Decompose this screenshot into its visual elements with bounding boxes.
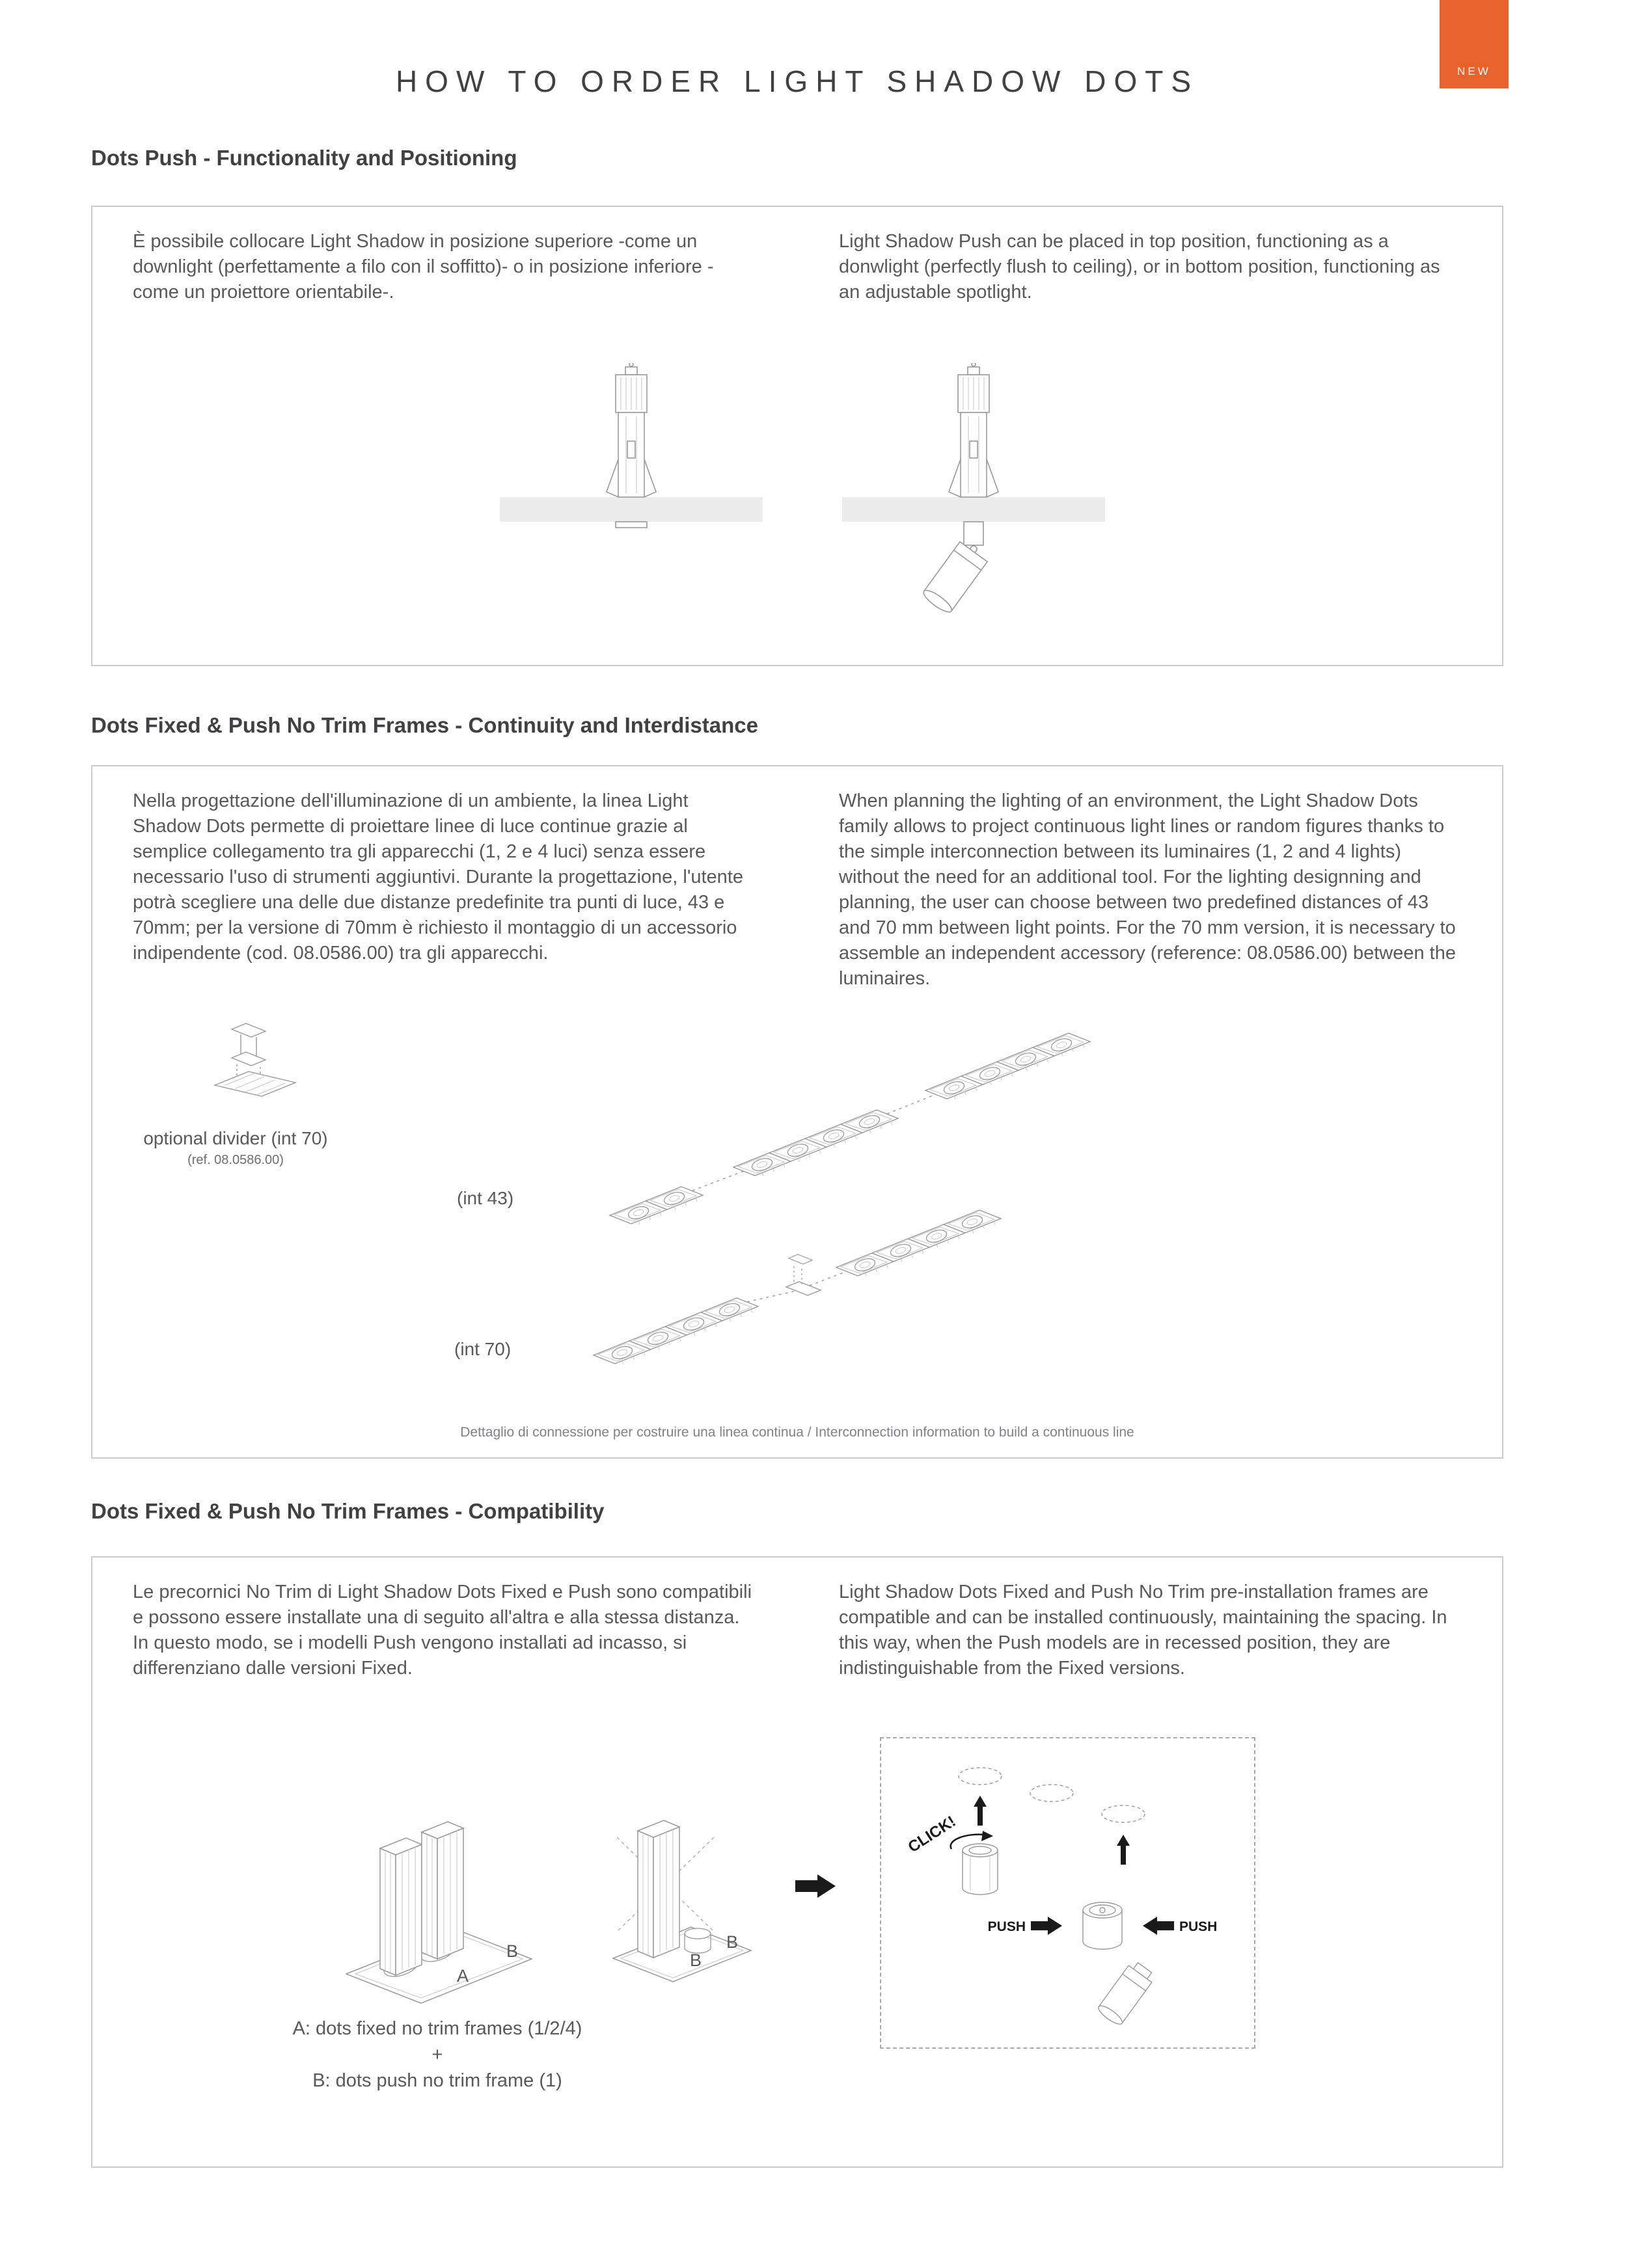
interconnection-caption: Dettaglio di connessione per costruire una linea continua / Interconnection information to build a continuous line	[460, 1425, 1134, 1440]
section2-heading: Dots Fixed & Push No Trim Frames - Continuity and Interdistance	[91, 713, 758, 737]
page-title: HOW TO ORDER LIGHT SHADOW DOTS	[395, 64, 1199, 98]
push-label-left: PUSH	[987, 1919, 1026, 1934]
push-label-right: PUSH	[1179, 1919, 1218, 1934]
insert-up-arrow-icon	[974, 1796, 987, 1826]
spotlight-drawing	[842, 363, 1105, 615]
downlight-drawing	[500, 363, 763, 528]
section1-text-english: Light Shadow Push can be placed in top position, functioning as a donwlight (perfectly flush to ceiling), or in bottom position, functioning as an adjustable spotlight.	[839, 231, 1440, 303]
ceiling-holes-drawing	[959, 1768, 1145, 1822]
section1-box	[91, 206, 1503, 666]
optional-divider-label: optional divider (int 70)	[143, 1128, 328, 1148]
section3-text-italian: Le precornici No Trim di Light Shadow Dots Fixed e Push sono compatibili e possono essere installate una di seguito all'altra e alla stessa distanza. In questo modo, se i modelli Push vengono installati ad incasso, si differenziano dalle versioni Fixed.	[133, 1582, 752, 1679]
int43-label: (int 43)	[457, 1188, 514, 1208]
label-a-frame: A	[457, 1966, 469, 1986]
push-arrow-left-icon	[1143, 1917, 1174, 1935]
section2-text-italian: Nella progettazione dell'illuminazione di un ambiente, la linea Light Shadow Dots permette di proiettare linee di luce continue grazie al semplice collegamento tra gli apparecchi (1, 2 e 4 luci) senza essere necessario l'uso di strumenti aggiuntivi. Durante la progettazione, l'utente potrà scegliere una delle due distanze predefinite tra punti di luce, 43 e 70mm; per la versione di 70mm è richiesto il montaggio di un accessorio indipendente (cod. 08.0586.00) tra gli apparecchi.	[133, 790, 743, 964]
optional-divider-ref: (ref. 08.0586.00)	[187, 1153, 284, 1167]
int70-label: (int 70)	[454, 1339, 512, 1359]
frame-b-drawing	[613, 1820, 751, 1982]
push-mechanism-drawing	[881, 1738, 1254, 2047]
push-arrow-right-icon	[1031, 1917, 1062, 1935]
int70-strips	[594, 1210, 1001, 1364]
click-cylinder-drawing	[963, 1844, 998, 1895]
push-mechanism-panel	[880, 1737, 1255, 2049]
compatibility-caption	[223, 2016, 652, 2094]
section2-box	[91, 765, 1503, 1459]
section1-heading: Dots Push - Functionality and Positioning	[91, 146, 517, 170]
frames-a-b-drawing	[346, 1822, 532, 2003]
section1-text-columns	[92, 207, 1502, 305]
label-b-frame: B	[506, 1941, 519, 1961]
page-content	[91, 0, 1503, 2268]
insert-up-arrow-icon-2	[1117, 1835, 1130, 1865]
int43-strips	[610, 1033, 1090, 1224]
section3-text-english: Light Shadow Dots Fixed and Push No Trim pre-installation frames are compatible and can be installed continuously, maintaining the spacing. In this way, when the Push models are in recessed position, they are indistinguishable from the Fixed versions.	[839, 1582, 1447, 1679]
push-positioning-drawing	[483, 363, 1134, 636]
rotate-arrowhead-icon	[981, 1831, 993, 1841]
new-badge-label: NEW	[1457, 65, 1491, 77]
tilted-spotlight-drawing	[1096, 1959, 1156, 2027]
section1-text-italian: È possibile collocare Light Shadow in posizione superiore -come un downlight (perfettamente a filo con il soffitto)- o in posizione inferiore -come un proiettore orientabile-.	[133, 231, 714, 303]
caption-a: A: dots fixed no trim frames (1/2/4)	[292, 2018, 582, 2039]
label-b-push-top: B	[726, 1932, 739, 1952]
label-b-push: B	[690, 1951, 702, 1970]
click-label: CLICK!	[905, 1813, 959, 1857]
interdistance-drawing	[92, 766, 1501, 1456]
caption-plus: +	[431, 2044, 443, 2065]
arrow-right-icon	[795, 1874, 836, 1898]
caption-b: B: dots push no trim frame (1)	[312, 2070, 562, 2091]
section2-text-english: When planning the lighting of an environment, the Light Shadow Dots family allows to project continuous light lines or random figures thanks to the simple interconnection between its luminaires (1, 2 and 4 lights) without the need for an additional tool. For the lighting designning and planning, the user can choose between two predefined distances of 43 and 70 mm between light points. For the 70 mm version, it is necessary to assemble an independent accessory (reference: 08.0586.00) between the luminaires.	[839, 790, 1456, 989]
section3-box	[91, 1556, 1503, 2168]
optional-divider-drawing	[215, 1023, 295, 1096]
push-cylinder-drawing	[1083, 1902, 1122, 1949]
section3-heading: Dots Fixed & Push No Trim Frames - Compatibility	[91, 1499, 605, 1523]
